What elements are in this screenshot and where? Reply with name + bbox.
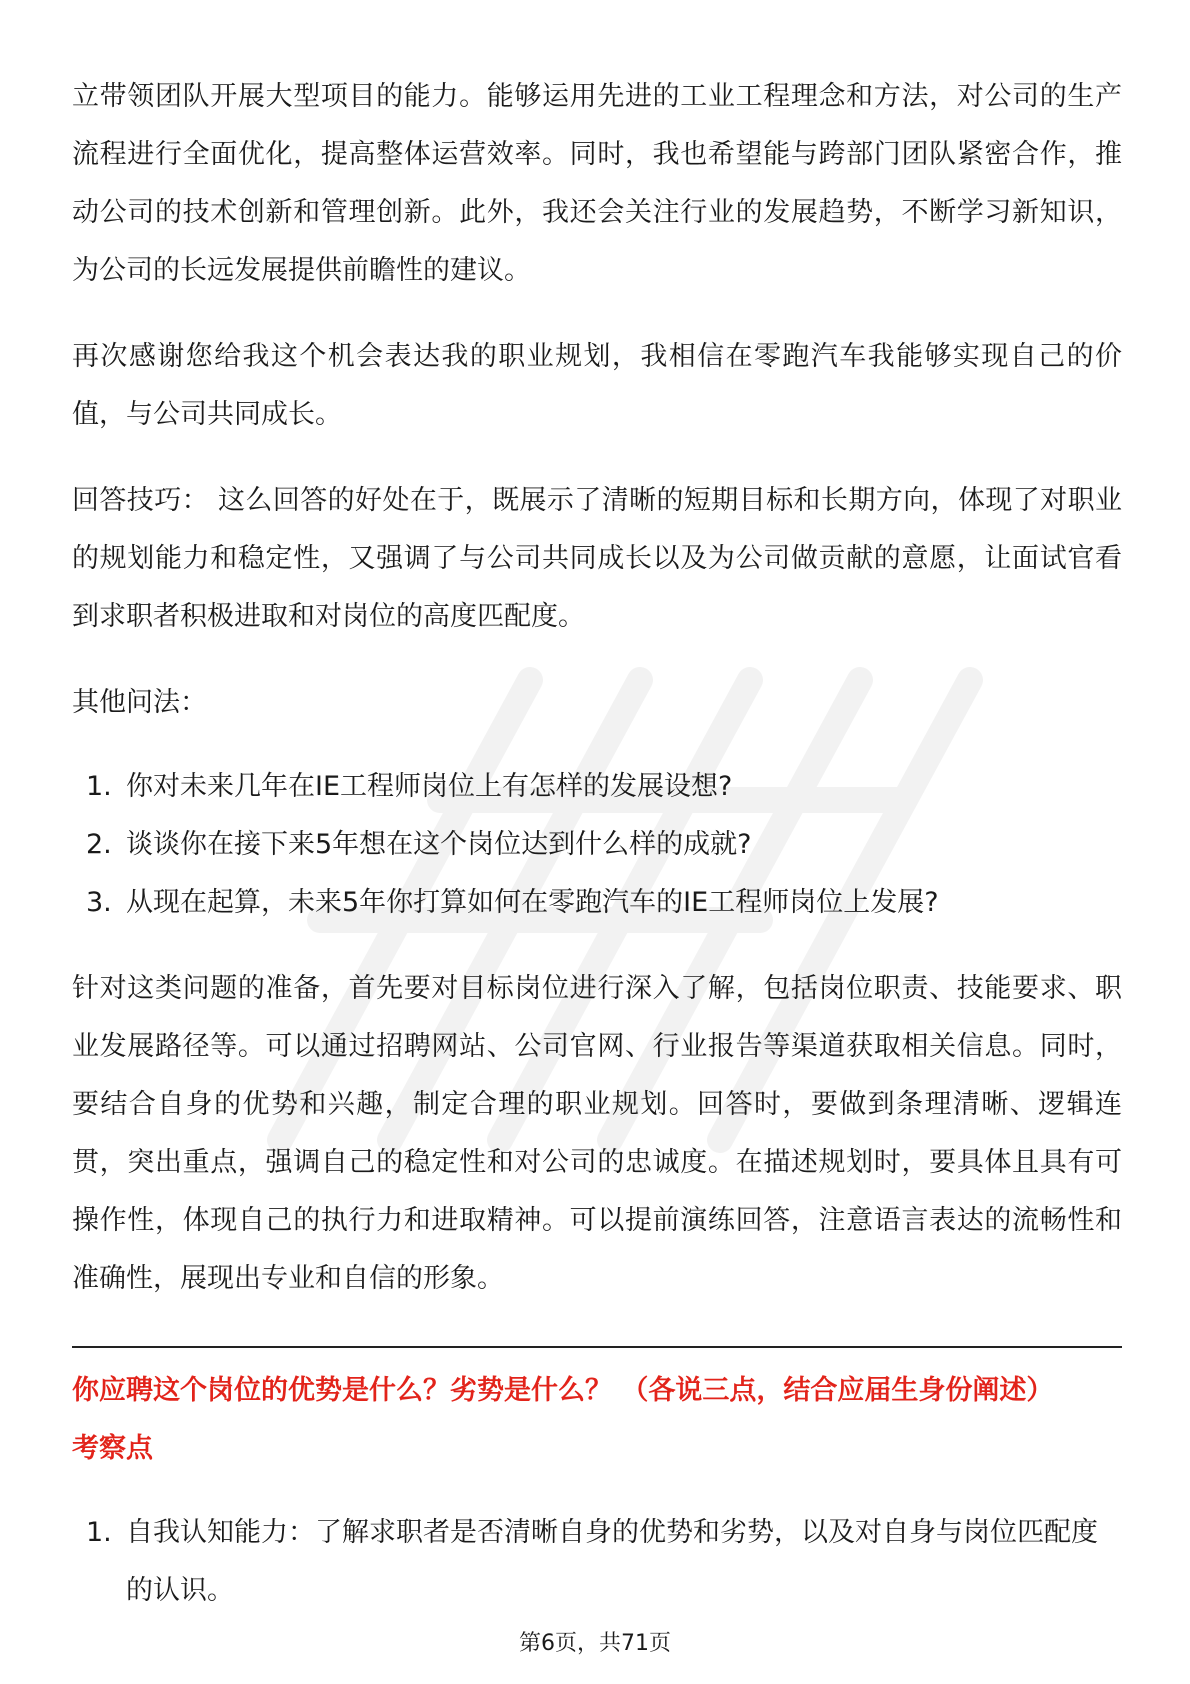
question-title: 你应聘这个岗位的优势是什么？劣势是什么？ （各说三点，结合应届生身份阐述）	[72, 1375, 1054, 1406]
paragraph-career-plan: 立带领团队开展大型项目的能力。能够运用先进的工业工程理念和方法，对公司的生产流程进行全面优化，提高整体运营效率。同时，我也希望能与跨部门团队紧密合作，推动公司的技术创新和管理创新。此外，我还会关注行业的发展趋势，不断学习新知识，为公司的长远发展提供前瞻性的建议。	[72, 81, 1122, 286]
main-content	[72, 68, 1122, 1620]
list-item: 3. 从现在起算，未来5年你打算如何在零跑汽车的IE工程师岗位上发展?	[86, 887, 939, 918]
list-item: 1. 自我认知能力：了解求职者是否清晰自身的优势和劣势，以及对自身与岗位匹配度的认识。	[86, 1517, 1098, 1606]
list-item: 2. 谈谈你在接下来5年想在这个岗位达到什么样的成就?	[86, 829, 752, 860]
section-label: 考察点	[72, 1433, 153, 1464]
paragraph-thanks: 再次感谢您给我这个机会表达我的职业规划，我相信在零跑汽车我能够实现自己的价值，与公司共同成长。	[72, 341, 1122, 430]
page-footer: 第6页，共71页	[519, 1631, 671, 1656]
paragraph-other-questions-label: 其他问法：	[72, 687, 207, 718]
paragraph-preparation: 针对这类问题的准备，首先要对目标岗位进行深入了解，包括岗位职责、技能要求、职业发展路径等。可以通过招聘网站、公司官网、行业报告等渠道获取相关信息。同时，要结合自身的优势和兴趣，制定合理的职业规划。回答时，要做到条理清晰、逻辑连贯，突出重点，强调自己的稳定性和对公司的忠诚度。在描述规划时，要具体且具有可操作性，体现自己的执行力和进取精神。可以提前演练回答，注意语言表达的流畅性和准确性，展现出专业和自信的形象。	[72, 973, 1122, 1294]
paragraph-answer-tips: 回答技巧： 这么回答的好处在于，既展示了清晰的短期目标和长期方向，体现了对职业的规划能力和稳定性，又强调了与公司共同成长以及为公司做贡献的意愿，让面试官看到求职者积极进取和对岗位的高度匹配度。	[72, 485, 1122, 632]
list-item: 1. 你对未来几年在IE工程师岗位上有怎样的发展设想?	[86, 771, 733, 802]
other-questions-list	[72, 758, 1122, 932]
points-list	[72, 1504, 1122, 1620]
